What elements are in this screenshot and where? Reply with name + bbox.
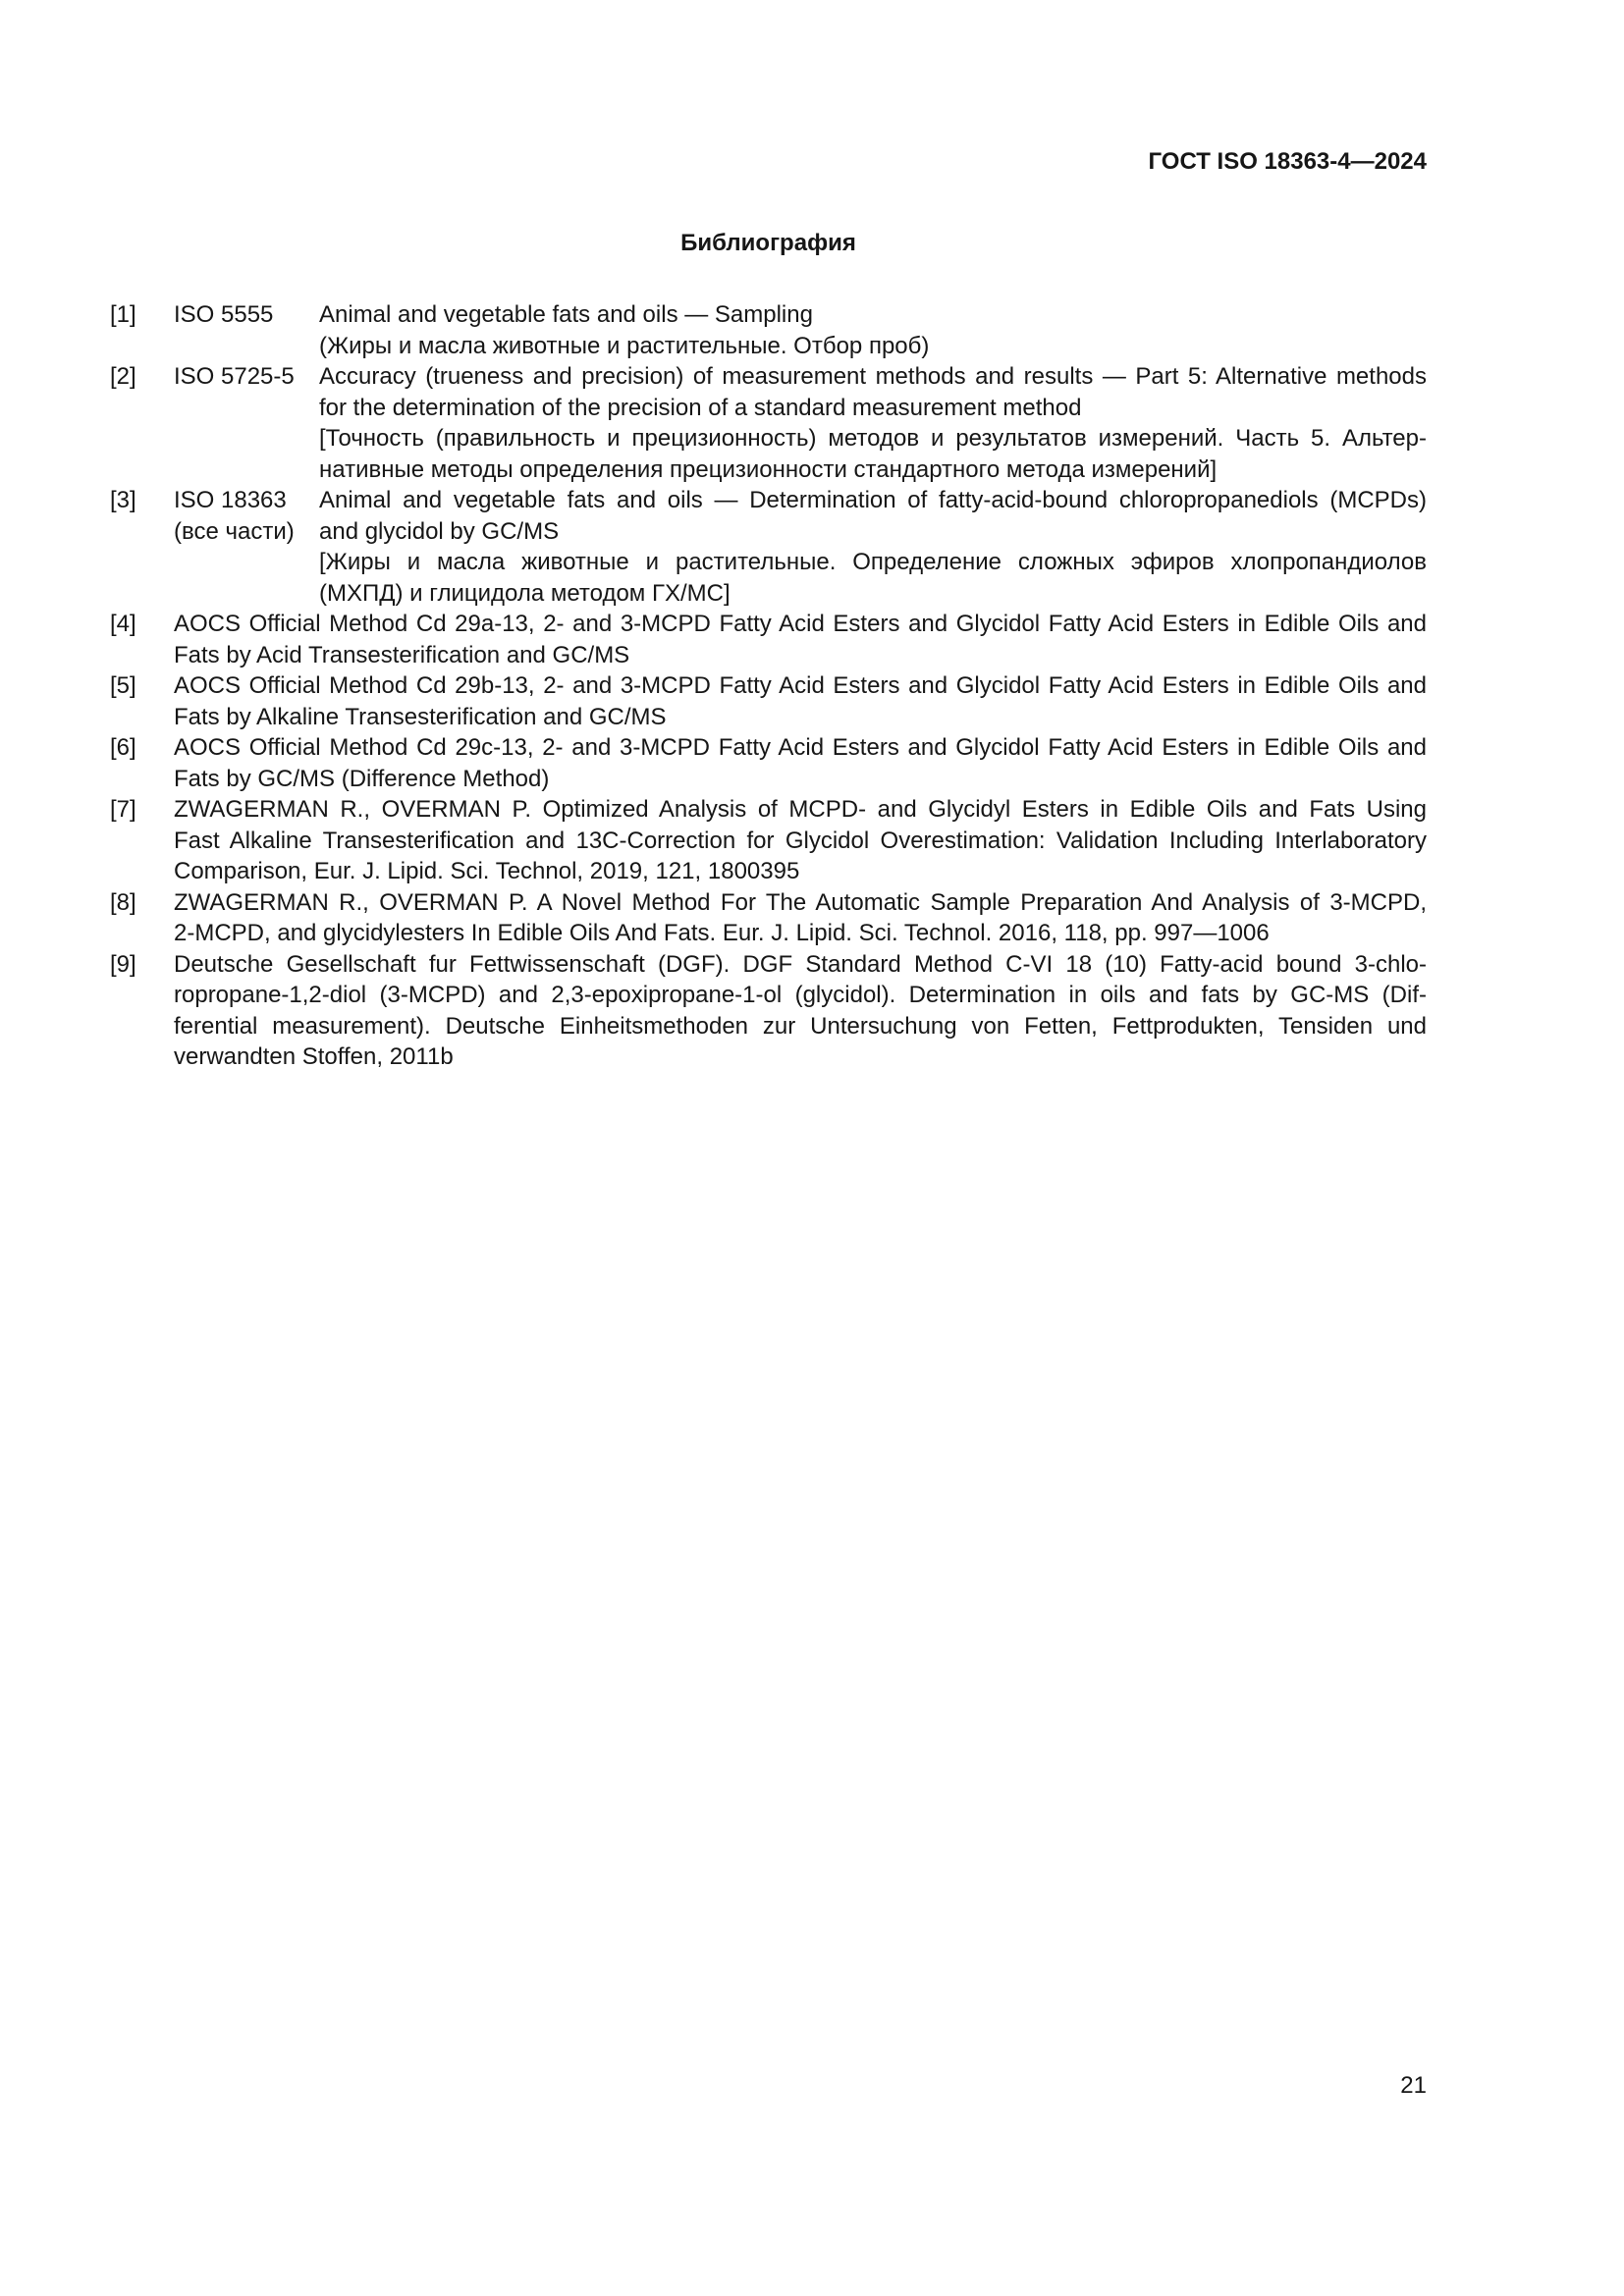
reference-line: (МХПД) и глицидола методом ГХ/МС] [319, 579, 731, 607]
page-number: 21 [1400, 2072, 1427, 2099]
reference-number: [2] [110, 363, 136, 390]
reference-code-line: ISO 5725-5 [174, 363, 295, 390]
reference-text [174, 887, 1427, 949]
reference-text [174, 949, 1427, 1073]
reference-line: AOCS Official Method Cd 29a-13, 2- and 3-MCPD Fatty Acid Esters and Glycidol Fatty Acid Esters in Edible Oils and [174, 611, 1427, 637]
reference-line: Fats by Acid Transesterification and GC/MS [174, 641, 630, 668]
reference-line: Fats by Alkaline Transesterification and GC/MS [174, 703, 667, 730]
reference-item [110, 949, 1427, 1073]
reference-line: Fast Alkaline Transesterification and 13C-Correction for Glycidol Overestimation: Validation Including Interlaboratory [174, 827, 1427, 854]
reference-text [174, 732, 1427, 794]
reference-line: Comparison, Eur. J. Lipid. Sci. Technol, 2019, 121, 1800395 [174, 858, 800, 884]
reference-line: ZWAGERMAN R., OVERMAN P. A Novel Method For The Automatic Sample Preparation And Analysis of 3-MCPD, [174, 888, 1427, 916]
reference-item [110, 609, 1427, 670]
reference-line: Fats by GC/MS (Difference Method) [174, 765, 550, 792]
reference-text [319, 361, 1427, 485]
bibliography-list [110, 299, 1427, 1073]
reference-line: AOCS Official Method Cd 29b-13, 2- and 3-MCPD Fatty Acid Esters and Glycidol Fatty Acid Esters in Edible Oils and [174, 672, 1427, 699]
reference-item [110, 485, 1427, 609]
reference-code [174, 299, 319, 331]
reference-line: нативные методы определения прецизионности стандартного метода измерений] [319, 455, 1218, 483]
reference-code-line: ISO 5555 [174, 301, 274, 328]
reference-line: [Точность (правильность и прецизионность) методов и результатов измерений. Часть 5. Альтер- [319, 425, 1427, 452]
reference-line: ferential measurement). Deutsche Einheitsmethoden zur Untersuchung von Fetten, Fettprodukten, Tensiden und [174, 1012, 1427, 1040]
reference-line: 2-MCPD, and glycidylesters In Edible Oils And Fats. Eur. J. Lipid. Sci. Technol. 2016, 118, pp. 997—1006 [174, 920, 1270, 946]
reference-item [110, 732, 1427, 794]
reference-number: [9] [110, 950, 136, 978]
reference-code [174, 485, 319, 547]
reference-number: [5] [110, 672, 136, 699]
reference-line: Animal and vegetable fats and oils — Sampling [319, 301, 813, 328]
reference-code-line: (все части) [174, 517, 295, 545]
reference-item [110, 299, 1427, 361]
doc-code: ГОСТ ISO 18363-4—2024 [1148, 148, 1427, 175]
reference-number: [1] [110, 301, 136, 328]
reference-item [110, 670, 1427, 732]
page-title: Библиография [680, 230, 856, 256]
reference-code-line: ISO 18363 [174, 487, 287, 513]
reference-item [110, 794, 1427, 887]
reference-text [319, 485, 1427, 609]
reference-item [110, 361, 1427, 485]
reference-number: [7] [110, 796, 136, 823]
reference-line: (Жиры и масла животные и растительные. Отбор проб) [319, 332, 930, 359]
reference-number: [6] [110, 734, 136, 761]
reference-line: ropropane-1,2-diol (3-MCPD) and 2,3-epoxipropane-1-ol (glycidol). Determination in oils and fats by GC-MS (Dif- [174, 982, 1427, 1008]
reference-text [174, 670, 1427, 732]
reference-line: ZWAGERMAN R., OVERMAN P. Optimized Analysis of MCPD- and Glycidyl Esters in Edible Oils and Fats Using [174, 796, 1427, 823]
reference-number: [3] [110, 487, 136, 513]
reference-text [319, 299, 1427, 361]
reference-line: Accuracy (trueness and precision) of measurement methods and results — Part 5: Alternative methods [319, 363, 1427, 390]
reference-code [174, 361, 319, 393]
reference-line: for the determination of the precision of a standard measurement method [319, 394, 1082, 421]
reference-line: and glycidol by GC/MS [319, 517, 560, 545]
reference-item [110, 887, 1427, 949]
reference-number: [8] [110, 888, 136, 916]
reference-line: Deutsche Gesellschaft fur Fettwissenschaft (DGF). DGF Standard Method C-VI 18 (10) Fatty-acid bound 3-chlo- [174, 950, 1427, 978]
reference-text [174, 794, 1427, 887]
reference-line: [Жиры и масла животные и растительные. Определение сложных эфиров хлопропандиолов [319, 549, 1427, 575]
reference-number: [4] [110, 611, 136, 637]
reference-line: verwandten Stoffen, 2011b [174, 1043, 454, 1070]
reference-line: Animal and vegetable fats and oils — Determination of fatty-acid-bound chloropropanediols (MCPDs) [319, 487, 1427, 513]
reference-text [174, 609, 1427, 670]
reference-line: AOCS Official Method Cd 29c-13, 2- and 3-MCPD Fatty Acid Esters and Glycidol Fatty Acid Esters in Edible Oils and [174, 734, 1427, 761]
